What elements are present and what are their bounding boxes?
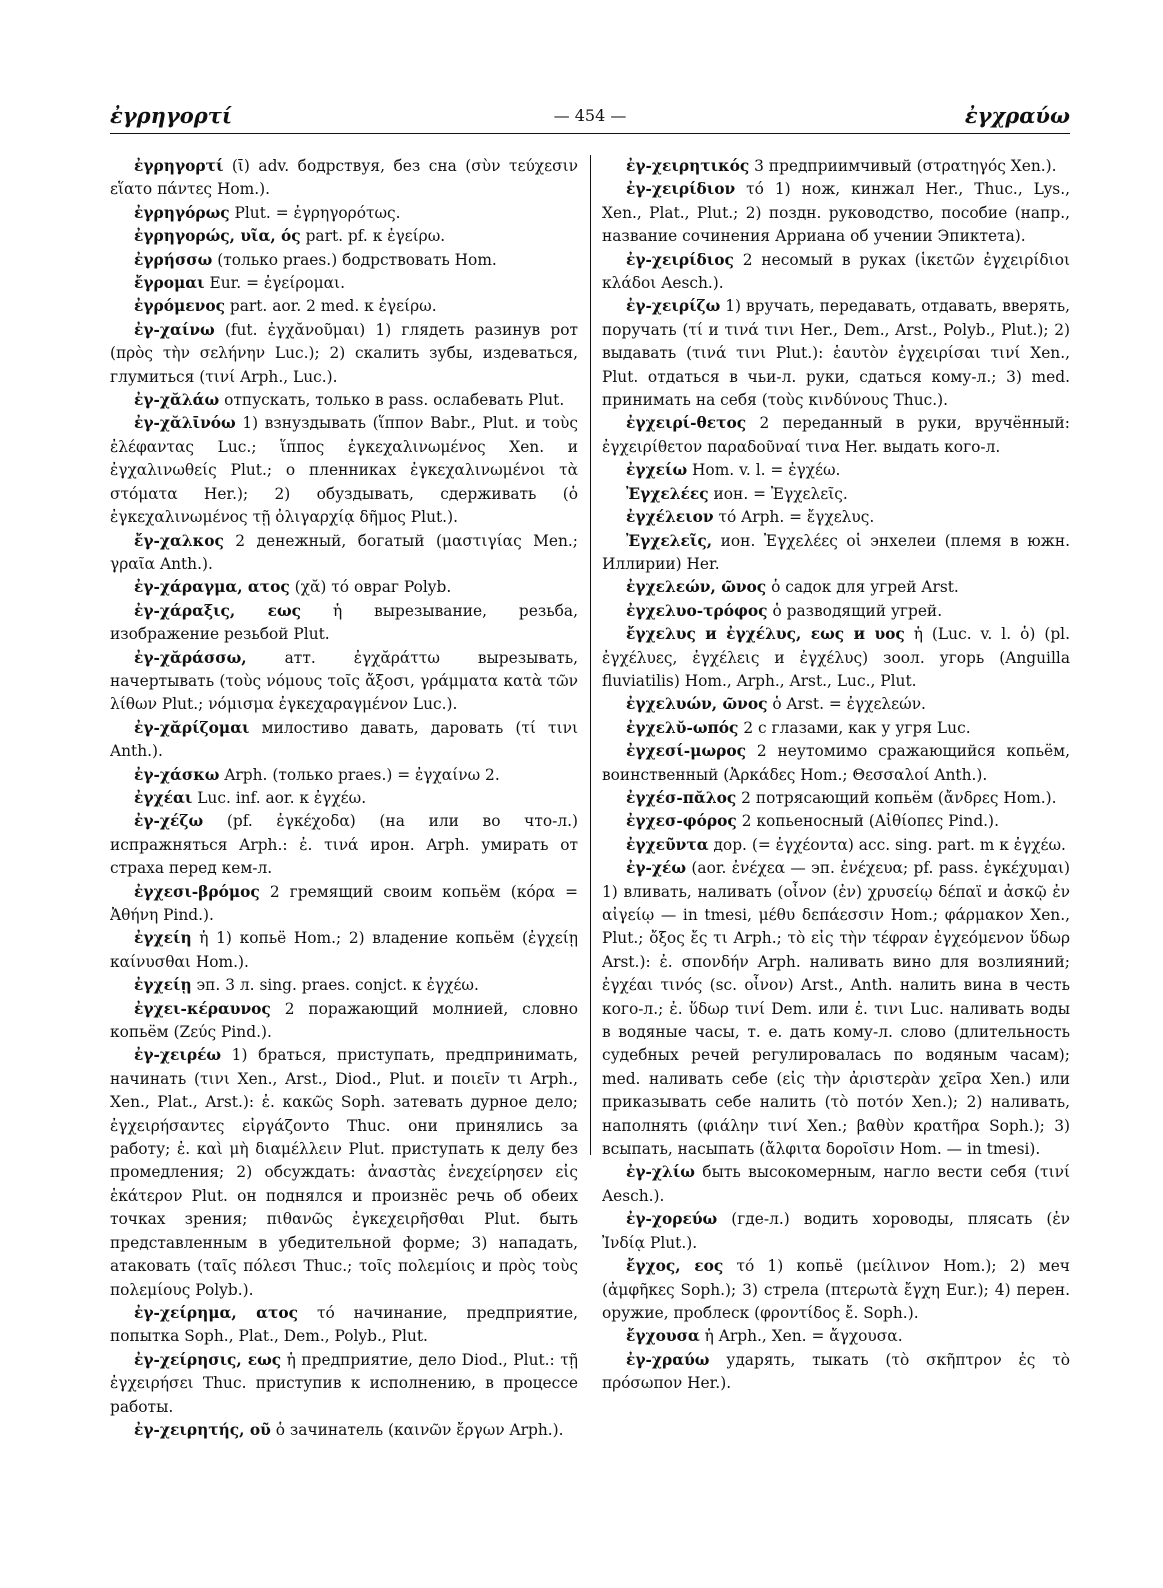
dictionary-entry (110, 576, 578, 599)
entry-headword: ἔγ-χαλκος (134, 531, 224, 550)
entry-definition: τό 1) копьё (μείλινον Hom.); 2) меч (ἀμφῆκες Soph.); 3) стрела (πτερωτὰ ἔγχη Eur.); 4) перен. оружие, проблеск (φροντίδος ἔ. Soph.). (602, 1257, 1070, 1322)
dictionary-entry (602, 576, 1070, 599)
dictionary-entry (602, 459, 1070, 482)
entry-headword: ἐγχείῃ (134, 976, 192, 995)
right-running-headword: ἐγχραύω (964, 103, 1070, 128)
entry-headword: ἐγχέλειον (626, 508, 714, 527)
dictionary-entry (110, 1349, 578, 1419)
entry-definition: 1) браться, приступать, предпринимать, начинать (τινι Xen., Arst., Diod., Plut. и ποιεῖν τι Arph., Xen., Plat., Arst.): ἐ. κακῶς Soph. затевать дурное дело; ἐγχειρήσαντες εἰργάζοντο Thuc. они принялись за работу; ἐ. καὶ μὴ διαμέλλειν Plut. приступать к делу без промедления; 2) обсуждать: ἀναστὰς ἐνεχείρησεν εἰς ἑκάτερον Plut. он поднялся и произнёс речь об обеих точках зрения; πιθανῶς ἐγκεχειρῆσθαι Plut. быть представленным в убедительной форме; 3) нападать, атаковать (ταῖς πόλεσι Thuc.; τοῖς πολεμίοις и πρὸς τοὺς πολεμίους Polyb.). (110, 1046, 578, 1299)
entry-definition: ἡ 1) копьё Hom.; 2) владение копьём (ἐγχείῃ καίνυσθαι Hom.). (110, 929, 578, 971)
dictionary-entry (110, 412, 578, 529)
entry-headword: ἐγχεῦντα (626, 835, 709, 854)
entry-definition: part. pf. к ἐγείρω. (300, 227, 446, 246)
dictionary-entry (110, 881, 578, 928)
page-number: — 454 — (553, 106, 627, 125)
entry-headword: ἐγχέσ-πᾰλος (626, 788, 737, 807)
entry-definition: ὁ Arst. = ἐγχελεών. (767, 695, 926, 714)
dictionary-entry (602, 1208, 1070, 1255)
entry-definition: Eur. = ἐγείρομαι. (204, 274, 345, 293)
entry-definition: Arph. (только praes.) = ἐγχαίνω 2. (219, 765, 500, 784)
dictionary-entry (110, 155, 578, 202)
dictionary-entry (110, 927, 578, 974)
entry-definition: 1) вручать, передавать, отдавать, вверять, поручать (τί и τινά τινι Her., Dem., Arst., Polyb., Plut.); 2) выдавать (τινά τινι Plut.): ἑαυτὸν ἐγχειρίσαι τινί Xen., Plut. отдаться в чьи-л. руки, сдаться кому-л.; 3) med. принимать на себя (τοὺς κινδύνους Thuc.). (602, 297, 1070, 410)
entry-definition: Luc. inf. aor. к ἐγχέω. (192, 788, 367, 807)
dictionary-entry (602, 1325, 1070, 1348)
entry-definition: 2 гремящий своим копьём (κόρα = Ἀθήνη Pind.). (110, 882, 578, 924)
dictionary-entry (602, 1161, 1070, 1208)
entry-definition: ударять, тыкать (τὸ σκῆπτρον ἐς τὸ πρόσωπον Her.). (602, 1350, 1070, 1393)
entry-definition: милостиво давать, даровать (τί τινι Anth.). (110, 718, 578, 761)
entry-headword: ἐγ-χειρίζω (626, 297, 721, 316)
entry-headword: ἐγ-χορεύω (626, 1210, 718, 1229)
entry-headword: ἐγ-χειρέω (134, 1046, 222, 1065)
dictionary-page (110, 95, 1070, 1565)
entry-definition: 2 неутомимо сражающийся копьём, воинственный (Ἀρκάδες Hom.; Θεσσαλοί Anth.). (602, 742, 1070, 784)
dictionary-entry (602, 178, 1070, 248)
entry-headword: ἐγρηγορώς, υῖα, ός (134, 227, 301, 246)
right-column (602, 155, 1070, 1555)
entry-headword: ἐγχει-κέραυνος (134, 999, 271, 1018)
dictionary-entry (602, 506, 1070, 529)
entry-headword: ἐγ-χαίνω (134, 320, 215, 339)
entry-definition: эп. 3 л. sing. praes. conjct. к ἐγχέω. (191, 976, 479, 995)
entry-definition: τό 1) нож, кинжал Her., Thuc., Lys., Xen., Plat., Plut.; 2) поздн. руководство, пособие (напр., название сочинения Арриана об учении Эпиктета). (602, 180, 1070, 246)
entry-definition: ἡ Arph., Xen. = ἄγχουσα. (699, 1327, 903, 1346)
dictionary-entry (110, 787, 578, 810)
entry-definition: (где-л.) водить хороводы, плясать (ἐν Ἰνδίᾳ Plut.). (602, 1210, 1070, 1252)
entry-definition: атт. ἐγχᾰράττω вырезывать, начертывать (τοὺς νόμους τοῖς ἄξοσι, γράμματα κατὰ τῶν λίθων Plut.; νόμισμα ἐγκεχαραγμένον Luc.). (110, 648, 578, 714)
dictionary-entry (602, 600, 1070, 623)
running-header (110, 103, 1070, 134)
dictionary-entry (602, 740, 1070, 787)
entry-definition: (только praes.) бодрствовать Hom. (212, 250, 497, 269)
entry-headword: ἔγχος, εος (626, 1257, 724, 1276)
entry-headword: ἐγχελυών, ῶνος (626, 695, 768, 714)
entry-definition: 2 несомый в руках (ἱκετῶν ἐγχειρίδιοι κλάδοι Aesch.). (602, 250, 1070, 293)
entry-headword: ἐγρόμενος (134, 297, 225, 316)
dictionary-entry (602, 693, 1070, 716)
entry-headword: ἐγ-χειρίδιον (626, 180, 736, 199)
dictionary-entry (602, 717, 1070, 740)
entry-definition: τό Arph. = ἔγχελυς. (713, 508, 875, 527)
entry-definition: ἡ (Luc. v. l. ὁ) (pl. ἐγχέλυες, ἐγχέλεις и ἐγχέλυς) зоол. угорь (Anguilla fluviatilis) Hom., Arph., Arst., Luc., Plut. (602, 625, 1070, 690)
entry-definition: дор. (= ἐγχέοντα) acc. sing. part. m к ἐγχέω. (708, 835, 1066, 854)
dictionary-entry (110, 319, 578, 389)
dictionary-entry (602, 249, 1070, 296)
entry-definition: 1) взнуздывать (ἵππον Babr., Plut. и τοὺς ἐλέφαντας Luc.; ἵππος ἐγκεχαλινωμένος Xen. и ἐγχαλινωθείς Plut.; о пленниках ἐγκεχαλινωμένοι τὰ στόματα Her.); 2) обуздывать, сдерживать (ὁ ἐγκεχαλινωμένος τῇ ὀλιγαρχίᾳ δῆμος Plut.). (110, 414, 578, 527)
entry-definition: ὁ разводящий угрей. (767, 601, 943, 620)
dictionary-entry (110, 202, 578, 225)
entry-definition: быть высокомерным, нагло вести себя (τινί Aesch.). (602, 1163, 1070, 1205)
dictionary-entry (602, 155, 1070, 178)
entry-headword: ἐγ-χειρητής, οῦ (134, 1420, 271, 1439)
entry-headword: ἐγ-χᾰράσσω, (134, 648, 247, 667)
entry-headword: ἐγρηγορτί (134, 157, 224, 175)
entry-headword: ἐγχεσ-φόρος (626, 812, 737, 831)
entry-definition: 2 потрясающий копьём (ἄνδρες Hom.). (736, 788, 1057, 807)
entry-definition: ὁ садок для угрей Arst. (766, 578, 959, 597)
dictionary-entry (110, 974, 578, 997)
dictionary-entry (602, 810, 1070, 833)
entry-headword: ἐγ-χᾰλῑνόω (134, 414, 236, 433)
entry-headword: ἐγ-χέω (626, 859, 687, 878)
dictionary-entry (602, 412, 1070, 459)
dictionary-entry (110, 1044, 578, 1301)
dictionary-entry (602, 483, 1070, 506)
entry-headword: ἐγ-χάσκω (134, 765, 220, 784)
entry-definition: 2 денежный, богатый (μαστιγίας Men.; γραῖα Anth.). (110, 531, 578, 573)
entry-headword: ἐγχεσί-μωρος (626, 742, 746, 761)
entry-headword: ἐγχεσι-βρόμος (134, 882, 260, 901)
dictionary-entry (602, 1349, 1070, 1396)
entry-definition: ион. = Ἐγχελεῖς. (708, 484, 848, 503)
dictionary-entry (110, 647, 578, 717)
column-divider (590, 155, 591, 1155)
entry-headword: ἐγ-χέζω (134, 812, 204, 831)
entry-headword: ἐγ-χειρητικός (626, 157, 750, 175)
entry-headword: ἐγ-χραύω (626, 1350, 710, 1369)
entry-definition: (χᾰ) τό овраг Polyb. (289, 578, 452, 597)
dictionary-entry (110, 600, 578, 647)
dictionary-entry (110, 810, 578, 880)
entry-definition: 2 переданный в руки, вручённый: ἐγχειρίθετον παραδοῦναί τινα Her. выдать кого-л. (602, 414, 1070, 456)
dictionary-entry (602, 295, 1070, 412)
entry-headword: ἐγ-χείρησις, εως (134, 1350, 282, 1369)
entry-definition: 3 предприимчивый (στρατηγός Xen.). (749, 157, 1057, 175)
dictionary-entry (110, 717, 578, 764)
dictionary-entry (110, 249, 578, 272)
dictionary-entry (110, 530, 578, 577)
entry-headword: ἐγχελεών, ῶνος (626, 578, 767, 597)
dictionary-entry (110, 225, 578, 248)
entry-headword: ἔγρομαι (134, 274, 205, 293)
entry-headword: Ἐγχελέες (626, 484, 709, 503)
entry-headword: ἐγ-χᾰρίζομαι (134, 718, 250, 737)
entry-definition: Plut. = ἐγρηγορότως. (229, 203, 401, 222)
dictionary-entry (602, 1255, 1070, 1325)
entry-definition: part. aor. 2 med. к ἐγείρω. (224, 297, 437, 316)
left-running-headword: ἐγρηγορτί (110, 103, 232, 128)
entry-headword: ἐγ-χάραγμα, ατος (134, 578, 290, 597)
entry-definition: 2 поражающий молнией, словно копьём (Ζεύς Pind.). (110, 999, 578, 1042)
entry-definition: τό начинание, предприятие, попытка Soph., Plat., Dem., Polyb., Plut. (110, 1303, 578, 1346)
entry-headword: ἐγχειρί-θετος (626, 414, 747, 433)
dictionary-entry (602, 787, 1070, 810)
dictionary-entry (110, 998, 578, 1045)
entry-headword: ἐγ-χείρημα, ατος (134, 1303, 298, 1322)
dictionary-entry (110, 1302, 578, 1349)
entry-headword: ἐγ-χειρίδιος (626, 250, 734, 269)
dictionary-entry (110, 295, 578, 318)
entry-headword: ἔγχουσα (626, 1327, 700, 1346)
entry-definition: (pf. ἐγκέχοδα) (на или во что-л.) испражняться Arph.: ἐ. τινά ирон. Arph. умирать от страха перед кем-л. (110, 812, 578, 878)
entry-definition: Hom. v. l. = ἐγχέω. (687, 461, 841, 480)
entry-headword: ἐγχείω (626, 461, 688, 480)
entry-definition: 2 копьеносный (Αἰθίοπες Pind.). (736, 812, 999, 831)
dictionary-entry (110, 389, 578, 412)
dictionary-entry (110, 1419, 578, 1442)
entry-definition: ἡ предприятие, дело Diod., Plut.: τῇ ἐγχειρήσει Thuc. приступив к исполнению, в процессе работы. (110, 1350, 578, 1416)
entry-headword: ἐγ-χᾰλάω (134, 391, 220, 410)
left-column (110, 155, 578, 1555)
entry-headword: Ἐγχελεῖς, (626, 531, 713, 550)
entry-definition: ион. Ἐγχελέες οἱ энхелеи (племя в южн. Иллирии) Her. (602, 531, 1070, 573)
entry-headword: ἐγ-χάραξις, εως (134, 601, 302, 620)
entry-headword: ἐγρηγόρως (134, 203, 230, 222)
dictionary-entry (602, 623, 1070, 693)
entry-headword: ἔγχελυς и ἐγχέλυς, εως и υος (626, 625, 905, 644)
dictionary-entry (602, 834, 1070, 857)
entry-definition: (fut. ἐγχᾰνοῦμαι) 1) глядеть разинув рот (πρὸς τὴν σελήνην Luc.); 2) скалить зубы, издеваться, глумиться (τινί Arph., Luc.). (110, 320, 578, 386)
entry-headword: ἐγχέαι (134, 788, 193, 807)
entry-definition: (aor. ἐνέχεα — эп. ἐνέχευα; pf. pass. ἐγκέχυμαι) 1) вливать, наливать (οἶνον (ἐν) χρυσείῳ δέπαϊ и ἀσκῷ ἐν αἰγείῳ — in tmesi, μέθυ δεπάεσσιν Hom.; φάρμακον Xen., Plut.; ὄξος ἔς τι Arph.; τὸ εἰς τὴν τέφραν ἐγχεόμενον ὕδωρ Arst.): ἐ. σπονδήν Arph. наливать вино для возлияний; ἐγχέαι τινός (sc. οἶνον) Arst., Anth. налить вина в честь кого-л.; ἐ. ὕδωρ τινί Dem. или ἐ. τινι Luc. наливать воды в водяные часы, т. е. дать кому-л. слово (длительность судебных речей регулировалась по водяным часам); med. наливать себе (εἰς τὴν ἀριστερὰν χεῖρα Xen.) или приказывать себе налить (τὸ ποτόν Xen.); 2) наливать, наполнять (φιάλην τινί Xen.; βαθὺν κρατῆρα Soph.); 3) всыпать, насыпать (ἄλφιτα δοροῖσιν Hom. — in tmesi). (602, 859, 1070, 1159)
entry-headword: ἐγχείη (134, 929, 192, 948)
entry-headword: ἐγχελυο-τρόφος (626, 601, 768, 620)
entry-definition: 2 с глазами, как у угря Luc. (738, 718, 971, 737)
entry-headword: ἐγρήσσω (134, 250, 213, 269)
entry-definition: ὁ зачинатель (καινῶν ἔργων Arph.). (270, 1420, 564, 1439)
entry-headword: ἐγχελῠ-ωπός (626, 718, 739, 737)
dictionary-entry (110, 764, 578, 787)
entry-definition: отпускать, только в pass. ослабевать Plut. (219, 391, 565, 410)
dictionary-entry (602, 857, 1070, 1161)
entry-definition: ἡ вырезывание, резьба, изображение резьбой Plut. (110, 601, 578, 644)
dictionary-entry (110, 272, 578, 295)
entry-definition: (ῑ) adv. бодрствуя, без сна (σὺν τεύχεσιν εἵατο πάντες Hom.). (110, 157, 578, 199)
entry-headword: ἐγ-χλίω (626, 1163, 695, 1182)
dictionary-entry (602, 530, 1070, 577)
